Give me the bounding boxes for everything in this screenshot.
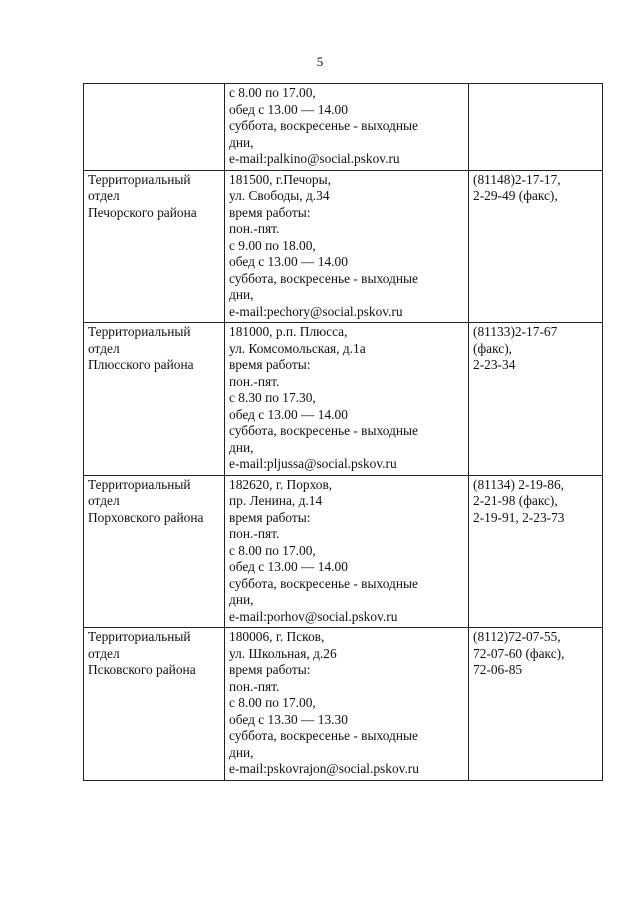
address-cell [225, 475, 469, 628]
phone-line: 2-29-49 (факс), [473, 188, 558, 203]
address-line: с 8.00 по 17.00, [229, 542, 316, 558]
address-line: e-mail:porhov@social.pskov.ru [229, 608, 398, 624]
department-line: отдел [88, 188, 120, 203]
address-line: пон.-пят. [229, 221, 280, 236]
address-line: обед с 13.00 — 14.00 [229, 254, 348, 269]
phones-cell [469, 628, 603, 781]
department-line: отдел [88, 645, 120, 661]
address-line: время работы: [229, 509, 311, 525]
address-line: время работы: [229, 357, 311, 372]
phones-cell [469, 323, 603, 476]
address-line: e-mail:pskovrajon@social.pskov.ru [229, 761, 419, 776]
department-line: Территориальный [88, 324, 191, 339]
address-line: пон.-пят. [229, 526, 280, 541]
address-line: дни, [229, 134, 254, 150]
address-line: дни, [229, 592, 254, 607]
department-line: Плюсского района [88, 357, 194, 372]
department-cell [84, 84, 225, 171]
department-line: Территориальный [88, 476, 191, 492]
address-line: дни, [229, 744, 254, 760]
address-line: суббота, воскресенье - выходные [229, 270, 418, 286]
offices-table [83, 83, 603, 781]
phones-cell [469, 170, 603, 323]
address-line: 182620, г. Порхов, [229, 476, 333, 492]
address-line: ул. Школьная, д.26 [229, 645, 337, 661]
phones-cell [469, 475, 603, 628]
phone-line: (8112)72-07-55, [473, 629, 561, 644]
table-row [84, 323, 603, 476]
phones-cell [469, 84, 603, 171]
phone-line: (факс), [473, 340, 513, 356]
address-line: 181000, р.п. Плюсса, [229, 324, 348, 339]
offices-table-body [84, 84, 603, 781]
address-line: ул. Свободы, д.34 [229, 188, 330, 203]
phone-line: (81134) 2-19-86, [473, 476, 564, 492]
department-cell [84, 628, 225, 781]
address-line: пр. Ленина, д.14 [229, 493, 323, 508]
phone-line: 2-23-34 [473, 357, 516, 372]
department-cell [84, 475, 225, 628]
page-number: 5 [316, 54, 324, 69]
department-line: Печорского района [88, 204, 197, 220]
address-line: с 8.30 по 17.30, [229, 390, 316, 405]
table-row [84, 84, 603, 171]
address-line: обед с 13.00 — 14.00 [229, 559, 348, 574]
address-line: пон.-пят. [229, 373, 280, 389]
address-line: время работы: [229, 204, 311, 220]
address-line: суббота, воскресенье - выходные [229, 423, 418, 438]
address-line: пон.-пят. [229, 678, 280, 694]
phone-line: 2-19-91, 2-23-73 [473, 509, 565, 525]
phone-line: 2-21-98 (факс), [473, 493, 558, 508]
address-line: с 8.00 по 17.00, [229, 85, 316, 100]
address-line: дни, [229, 439, 254, 455]
address-line: обед с 13.00 — 14.00 [229, 101, 348, 117]
address-cell [225, 170, 469, 323]
department-cell [84, 323, 225, 476]
address-line: e-mail:pljussa@social.pskov.ru [229, 456, 397, 471]
address-line: 181500, г.Печоры, [229, 171, 331, 187]
department-line: Порховского района [88, 509, 204, 525]
address-line: e-mail:palkino@social.pskov.ru [229, 151, 400, 166]
department-line: отдел [88, 493, 120, 508]
address-line: e-mail:pechory@social.pskov.ru [229, 303, 403, 319]
address-line: 180006, г. Псков, [229, 629, 325, 644]
department-cell [84, 170, 225, 323]
department-line: Территориальный [88, 171, 191, 187]
table-row [84, 628, 603, 781]
address-cell [225, 628, 469, 781]
address-line: с 9.00 по 18.00, [229, 237, 316, 253]
address-line: суббота, воскресенье - выходные [229, 118, 418, 133]
address-line: ул. Комсомольская, д.1а [229, 340, 366, 356]
address-line: с 8.00 по 17.00, [229, 695, 316, 710]
phone-line: (81133)2-17-67 [473, 324, 558, 339]
address-line: обед с 13.30 — 13.30 [229, 711, 348, 727]
phone-line: (81148)2-17-17, [473, 171, 561, 187]
address-line: суббота, воскресенье - выходные [229, 728, 418, 743]
address-cell [225, 323, 469, 476]
address-line: время работы: [229, 662, 311, 677]
phone-line: 72-06-85 [473, 662, 523, 677]
department-line: Псковского района [88, 662, 196, 677]
table-row [84, 475, 603, 628]
address-line: дни, [229, 287, 254, 302]
department-line: отдел [88, 340, 120, 356]
phone-line: 72-07-60 (факс), [473, 645, 565, 661]
address-cell [225, 84, 469, 171]
table-row [84, 170, 603, 323]
address-line: обед с 13.00 — 14.00 [229, 406, 348, 422]
address-line: суббота, воскресенье - выходные [229, 575, 418, 591]
department-line: Территориальный [88, 629, 191, 644]
